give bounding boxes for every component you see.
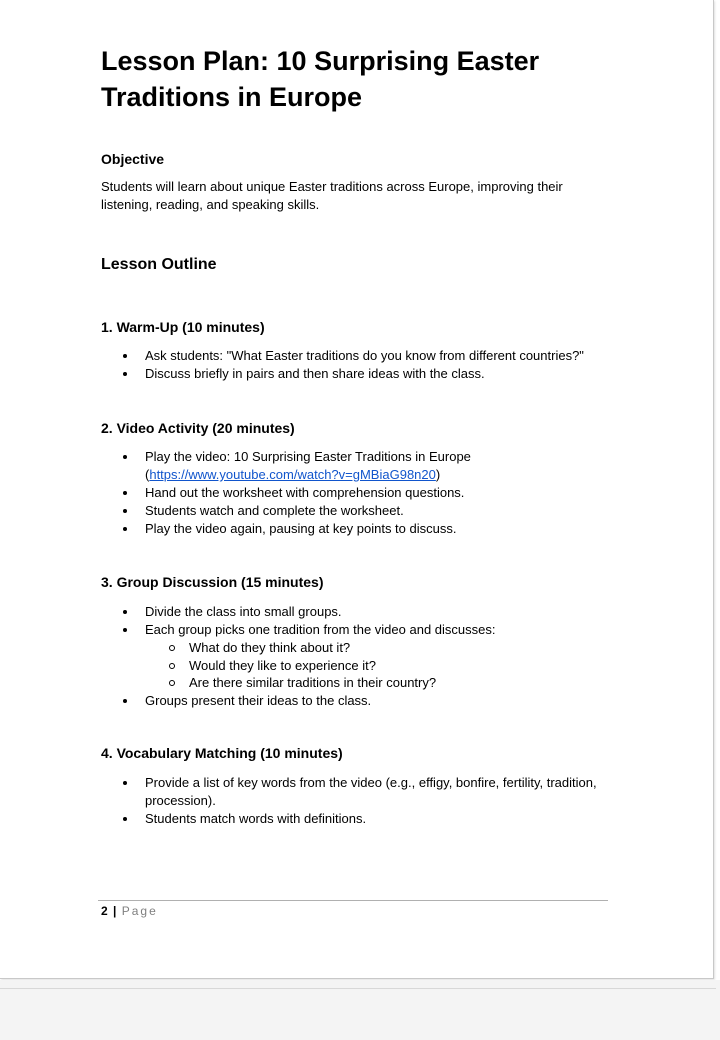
- list-item: Hand out the worksheet with comprehension questions.: [101, 484, 621, 502]
- sub-list-item: Are there similar traditions in their country?: [145, 674, 621, 692]
- list-item: Students watch and complete the worksheet.: [101, 502, 621, 520]
- link-open-paren: (: [145, 467, 150, 482]
- workspace-background: [0, 980, 720, 1040]
- discussion-sublist: [145, 639, 621, 692]
- section-vocabulary-heading: 4. Vocabulary Matching (10 minutes): [101, 745, 343, 761]
- vocabulary-list: [101, 774, 621, 828]
- objective-heading: Objective: [101, 151, 165, 167]
- next-page-edge: [0, 988, 716, 989]
- list-item: Divide the class into small groups.: [101, 603, 621, 621]
- warm-up-list: [101, 347, 621, 383]
- list-item: Groups present their ideas to the class.: [101, 692, 621, 710]
- list-item: Discuss briefly in pairs and then share ideas with the class.: [101, 365, 621, 383]
- list-item: Provide a list of key words from the video (e.g., effigy, bonfire, fertility, tradition, procession).: [101, 774, 621, 810]
- sub-list-item: Would they like to experience it?: [145, 657, 621, 675]
- document-title: Lesson Plan: 10 Surprising Easter Traditions in Europe: [101, 46, 540, 112]
- page-label: Page: [121, 904, 158, 918]
- list-item: Ask students: "What Easter traditions do you know from different countries?": [101, 347, 621, 365]
- footer-separator: |: [113, 904, 117, 918]
- list-item-video: [101, 448, 621, 484]
- objective-text: Students will learn about unique Easter traditions across Europe, improving their listening, reading, and speaking skills.: [101, 179, 563, 212]
- list-item: Students match words with definitions.: [101, 810, 621, 828]
- section-warm-up-heading: 1. Warm-Up (10 minutes): [101, 319, 265, 335]
- list-item: Play the video again, pausing at key points to discuss.: [101, 520, 621, 538]
- list-item-text: Each group picks one tradition from the video and discusses:: [145, 622, 496, 637]
- video-link[interactable]: https://www.youtube.com/watch?v=gMBiaG98n20: [149, 467, 436, 482]
- video-activity-list: [101, 448, 621, 538]
- section-group-discussion-heading: 3. Group Discussion (15 minutes): [101, 574, 324, 590]
- list-item-with-sublist: [101, 621, 621, 692]
- footer-divider: [98, 900, 608, 901]
- link-close-paren: ): [435, 467, 441, 482]
- group-discussion-list: [101, 603, 621, 710]
- section-video-activity-heading: 2. Video Activity (20 minutes): [101, 420, 295, 436]
- sub-list-item: What do they think about it?: [145, 639, 621, 657]
- video-text: Play the video: 10 Surprising Easter Traditions in Europe: [145, 449, 471, 464]
- lesson-outline-heading: Lesson Outline: [101, 256, 217, 273]
- page-number: 2: [101, 904, 108, 918]
- page-footer: [101, 903, 158, 919]
